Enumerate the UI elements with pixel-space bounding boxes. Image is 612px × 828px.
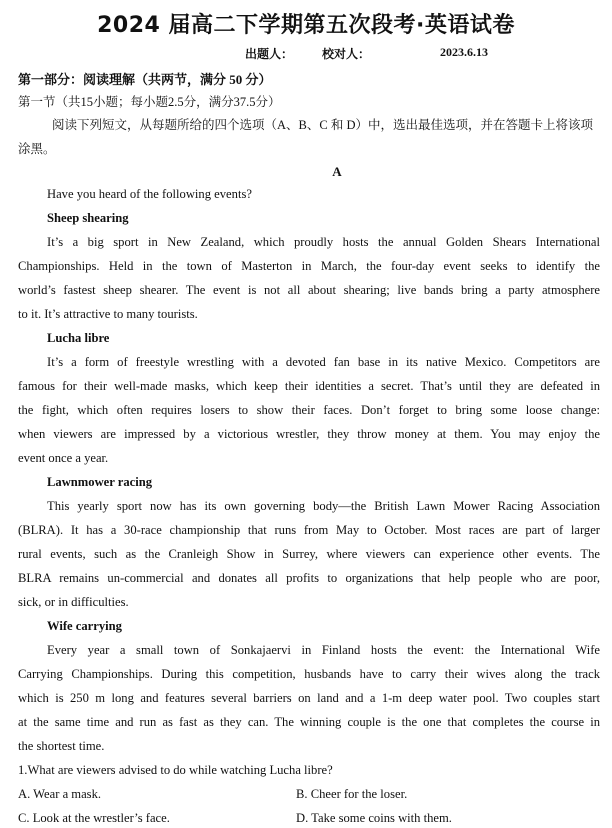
paragraph-line: famous for their well-made masks, which keep their identities a secret. That’s until they are defeated in xyxy=(18,379,600,393)
paragraph-line: It’s a form of freestyle wrestling with a devoted fan base in its native Mexico. Competitors are xyxy=(47,355,600,369)
paragraph-line: BLRA remains un-commercial and donates all profits to organizations that help people who are poor, xyxy=(18,571,600,585)
instruction-text: 阅读下列短文，从每题所给的四个选项（A、B、C 和 D）中，选出最佳选项，并在答题卡上将该项涂黑。 xyxy=(18,118,593,156)
paragraph-line: when viewers are impressed by a victorious wrestler, they throw money at them. You may enjoy the xyxy=(18,427,600,441)
paragraph-line: sick, or in difficulties. xyxy=(18,595,129,609)
passage-letter: A xyxy=(332,164,342,179)
paragraph-line: Championships. Held in the town of Masterton in March, the four-day event seeks to identify the xyxy=(18,259,600,273)
section-heading-lucha: Lucha libre xyxy=(47,331,110,345)
paragraph-line: to it. It’s attractive to many tourists. xyxy=(18,307,198,321)
paragraph-line: at the same time and run as fast as they can. The winning couple is the one that completes the course in xyxy=(18,715,600,729)
paragraph-line: the shortest time. xyxy=(18,739,105,753)
section-heading-wife: Wife carrying xyxy=(47,619,122,633)
exam-date: 2023.6.13 xyxy=(440,45,488,59)
option-d: D. Take some coins with them. xyxy=(296,811,452,825)
setter-label: 出题人： xyxy=(245,47,294,61)
paragraph-line: This yearly sport now has its own governing body—the British Lawn Mower Racing Association xyxy=(47,499,600,513)
paragraph-line: rural events, such as the Cranleigh Show in Surrey, where viewers can experience other events. The xyxy=(18,547,600,561)
paragraph-line: event once a year. xyxy=(18,451,109,465)
part1-heading: 第一部分：阅读理解（共两节，满分 50 分） xyxy=(18,72,272,87)
question-stem: 1.What are viewers advised to do while watching Lucha libre? xyxy=(18,763,333,777)
paragraph-line: the fight, which often requires losers to show their faces. Don’t forget to bring some loose change: xyxy=(18,403,600,417)
paragraph-line: world’s fastest sheep shearer. The event is not all about shearing; live bands bring a party atmosphere xyxy=(18,283,600,297)
section-heading-sheep: Sheep shearing xyxy=(47,211,129,225)
passage-intro: Have you heard of the following events? xyxy=(47,187,252,201)
paragraph-line: (BLRA). It has a 30-race championship that runs from May to October. Most races are part of larger xyxy=(18,523,600,537)
option-a: A. Wear a mask. xyxy=(18,787,102,801)
exam-title: 2024 届高二下学期第五次段考·英语试卷 xyxy=(97,13,515,38)
option-c: C. Look at the wrestler’s face. xyxy=(18,811,170,825)
checker-label: 校对人： xyxy=(322,47,371,61)
paragraph-line: Carrying Championships. During this competition, husbands have to carry their wives along the track xyxy=(18,667,600,681)
option-b: B. Cheer for the loser. xyxy=(296,787,408,801)
section-heading-lawnmower: Lawnmower racing xyxy=(47,475,153,489)
paragraph-line: Every year a small town of Sonkajaervi in Finland hosts the event: the International Wife xyxy=(47,643,600,657)
paragraph-line: which is 250 m long and features several barriers on land and a 1-m deep water pool. Two couples start xyxy=(18,691,600,705)
section1-heading: 第一节（共15小题；每小题2.5分，满分37.5分） xyxy=(18,95,281,109)
paragraph-line: It’s a big sport in New Zealand, which proudly hosts the annual Golden Shears International xyxy=(47,235,600,249)
